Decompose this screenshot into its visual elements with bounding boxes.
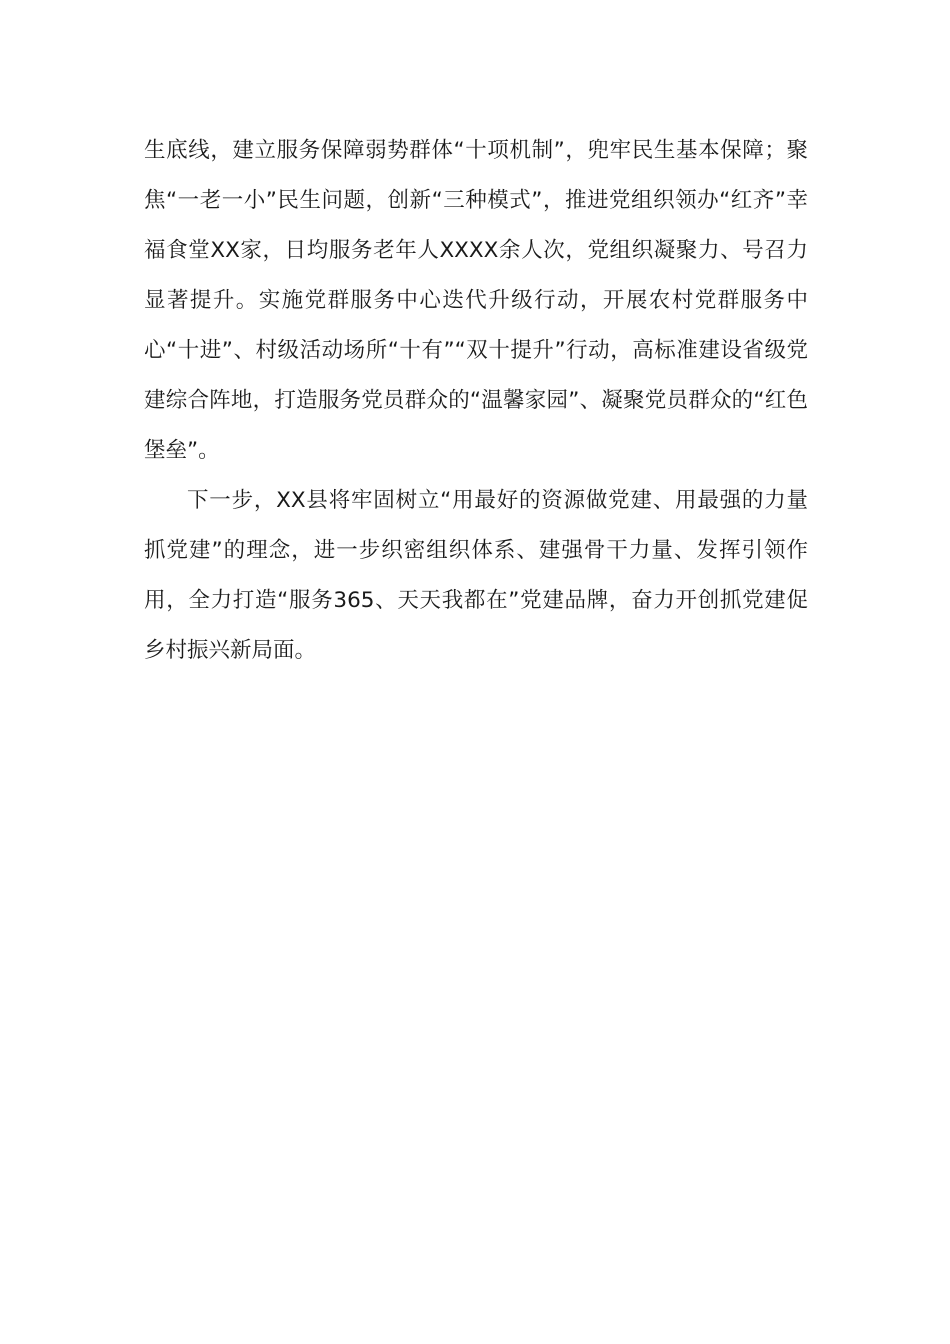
- document-body: [144, 126, 808, 676]
- paragraph-continued: 生底线，建立服务保障弱势群体“十项机制”，兜牢民生基本保障；聚焦“一老一小”民生问题，创新“三种模式”，推进党组织领办“红齐”幸福食堂XX家，日均服务老年人XXXX余人次，党组织凝聚力、号召力显著提升。实施党群服务中心迭代升级行动，开展农村党群服务中心“十进”、村级活动场所“十有”“双十提升”行动，高标准建设省级党建综合阵地，打造服务党员群众的“温馨家园”、凝聚党员群众的“红色堡垒”。: [144, 138, 808, 463]
- paragraph-next-step: 下一步，XX县将牢固树立“用最好的资源做党建、用最强的力量抓党建”的理念，进一步织密组织体系、建强骨干力量、发挥引领作用，全力打造“服务365、天天我都在”党建品牌，奋力开创抓党建促乡村振兴新局面。: [144, 488, 808, 663]
